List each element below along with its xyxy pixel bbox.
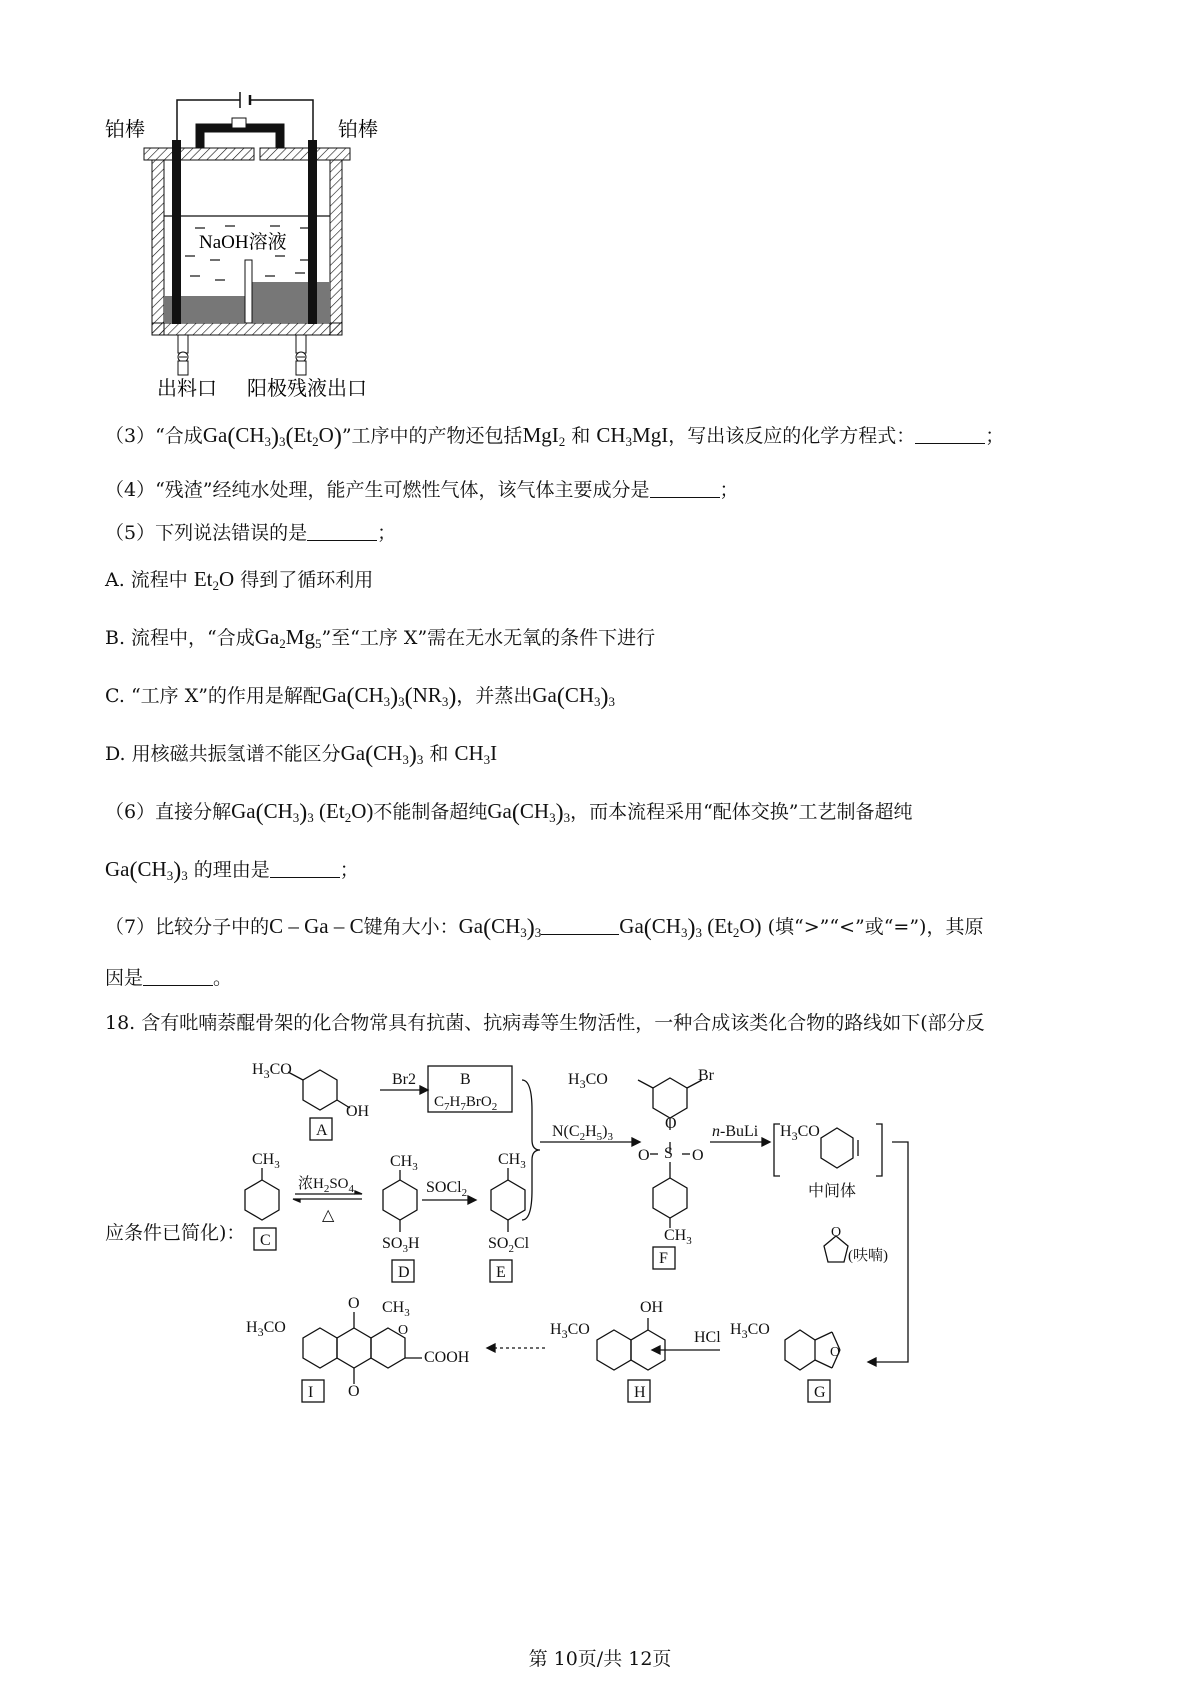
svg-text:O: O [831, 1225, 842, 1240]
svg-text:O: O [348, 1383, 360, 1400]
svg-text:A: A [316, 1122, 328, 1139]
question-6-cont: $Ga(CH_3)_3$ 的理由是 ； [105, 857, 359, 884]
svg-text:G: G [814, 1384, 826, 1401]
svg-text:C7H7BrO2: $C_7H_7BrO_2$ [434, 1094, 498, 1113]
synthesis-scheme [240, 1050, 960, 1430]
answer-blank[interactable] [143, 967, 213, 986]
svg-text:S: S [664, 1145, 673, 1162]
svg-text:Br2: Br2 [392, 1071, 416, 1088]
question-18-cont: 应条件已简化)： [105, 1222, 246, 1244]
electrolysis-cell-diagram [100, 88, 400, 408]
svg-text:CH3: $CH_3$ [498, 1151, 526, 1171]
svg-text:C: C [260, 1232, 271, 1249]
svg-text:H3CO: $H_3CO$ [246, 1319, 286, 1339]
answer-blank[interactable] [307, 522, 377, 541]
answer-blank[interactable] [541, 916, 619, 935]
option-a: A. 流程中 $Et_2O$ 得到了循环利用 [105, 567, 374, 593]
question-3: （3）“合成$Ga(CH_3)_3(Et_2O)$”工序中的产物还包括MgI$_2$ 和 $CH_3MgI$，写出该反应的化学方程式： ； [105, 423, 1005, 450]
solution-label: NaOH溶液 [199, 232, 287, 253]
question-7-cont: 因是 。 [105, 967, 233, 989]
svg-text:OH: OH [640, 1299, 664, 1316]
option-b: B. 流程中，“合成$Ga_2Mg_5$”至“工序 X”需在无水无氧的条件下进行 [105, 625, 656, 651]
svg-text:H3CO: $H_3CO$ [780, 1123, 820, 1143]
svg-text:O: O [348, 1295, 360, 1312]
option-d: D. 用核磁共振氢谱不能区分$Ga(CH_3)_3$ 和 $CH_3I$ [105, 741, 498, 768]
svg-text:O: O [398, 1323, 409, 1338]
svg-text:-BuLi: -BuLi [720, 1123, 759, 1140]
svg-text:I: I [308, 1384, 314, 1401]
question-6: （6）直接分解$Ga(CH_3)_3$ $(Et_2O)$不能制备超纯$Ga(CH_3)_3$，而本流程采用“配体交换”工艺制备超纯 [105, 799, 913, 826]
question-5: （5）下列说法错误的是 ； [105, 522, 397, 544]
option-c: C. “工序 X”的作用是解配$Ga(CH_3)_3(NR_3)$，并蒸出$Ga(CH_3)_3$ [105, 683, 616, 710]
svg-text:SOCl2: SOCl$_2$ [426, 1179, 468, 1199]
answer-blank[interactable] [650, 479, 720, 498]
outlet-left-label: 出料口 [157, 378, 217, 400]
svg-text:O: O [638, 1147, 650, 1164]
svg-text:H: H [634, 1384, 646, 1401]
page-footer: 第 10页/共 12页 [528, 1648, 672, 1670]
question-4: （4）“残渣”经纯水处理，能产生可燃性气体，该气体主要成分是 ； [105, 479, 739, 501]
svg-text:n: n [712, 1123, 720, 1140]
question-7: （7）比较分子中的C – Ga – C键角大小：$Ga(CH_3)_3$ $Ga(CH_3)_3$ $(Et_2O)$ (填“>”“<”或“=”)，其原 [105, 914, 984, 941]
svg-text:CH3: $CH_3$ [390, 1153, 418, 1173]
svg-text:SO2Cl: $SO_2Cl$ [488, 1235, 530, 1255]
svg-text:H3CO: $H_3CO$ [550, 1321, 590, 1341]
svg-text:CH3: $CH_3$ [664, 1227, 692, 1247]
svg-text:H3CO: $H_3CO$ [730, 1321, 770, 1341]
svg-text:O: O [665, 1115, 677, 1132]
svg-text:B: B [460, 1071, 471, 1088]
left-electrode-label: 铂棒 [105, 119, 145, 141]
svg-text:COOH: COOH [424, 1349, 470, 1366]
svg-text:H3CO: $H_3CO$ [568, 1071, 608, 1091]
svg-text:Br: Br [698, 1067, 714, 1084]
svg-text:△: △ [322, 1207, 335, 1224]
svg-text:D: D [398, 1264, 410, 1281]
svg-text:OH: OH [346, 1103, 370, 1120]
answer-blank[interactable] [915, 425, 985, 444]
svg-text:H3CO: $H_3CO$ [252, 1061, 292, 1081]
outlet-right-label: 阳极残液出口 [247, 378, 367, 400]
question-18: 18. 含有吡喃萘醌骨架的化合物常具有抗菌、抗病毒等生物活性，一种合成该类化合物的路线如下(部分反 [105, 1012, 985, 1034]
svg-text:N(C2H5)3: $N(C_2H_5)_3$ [552, 1123, 613, 1143]
svg-text:O: O [692, 1147, 704, 1164]
svg-text:O: O [830, 1345, 841, 1360]
svg-text:浓H2SO4: 浓$H_2SO_4$ [298, 1176, 355, 1195]
svg-text:F: F [659, 1250, 668, 1267]
answer-blank[interactable] [270, 859, 340, 878]
svg-text:SO3H: $SO_3H$ [382, 1235, 420, 1255]
right-electrode-label: 铂棒 [338, 119, 378, 141]
svg-text:HCl: HCl [694, 1329, 721, 1346]
svg-text:中间体: 中间体 [808, 1183, 857, 1200]
svg-text:(呋喃): (呋喃) [848, 1248, 888, 1264]
svg-text:CH3: $CH_3$ [252, 1151, 280, 1171]
svg-text:CH3: $CH_3$ [382, 1299, 410, 1319]
svg-text:E: E [496, 1264, 506, 1281]
